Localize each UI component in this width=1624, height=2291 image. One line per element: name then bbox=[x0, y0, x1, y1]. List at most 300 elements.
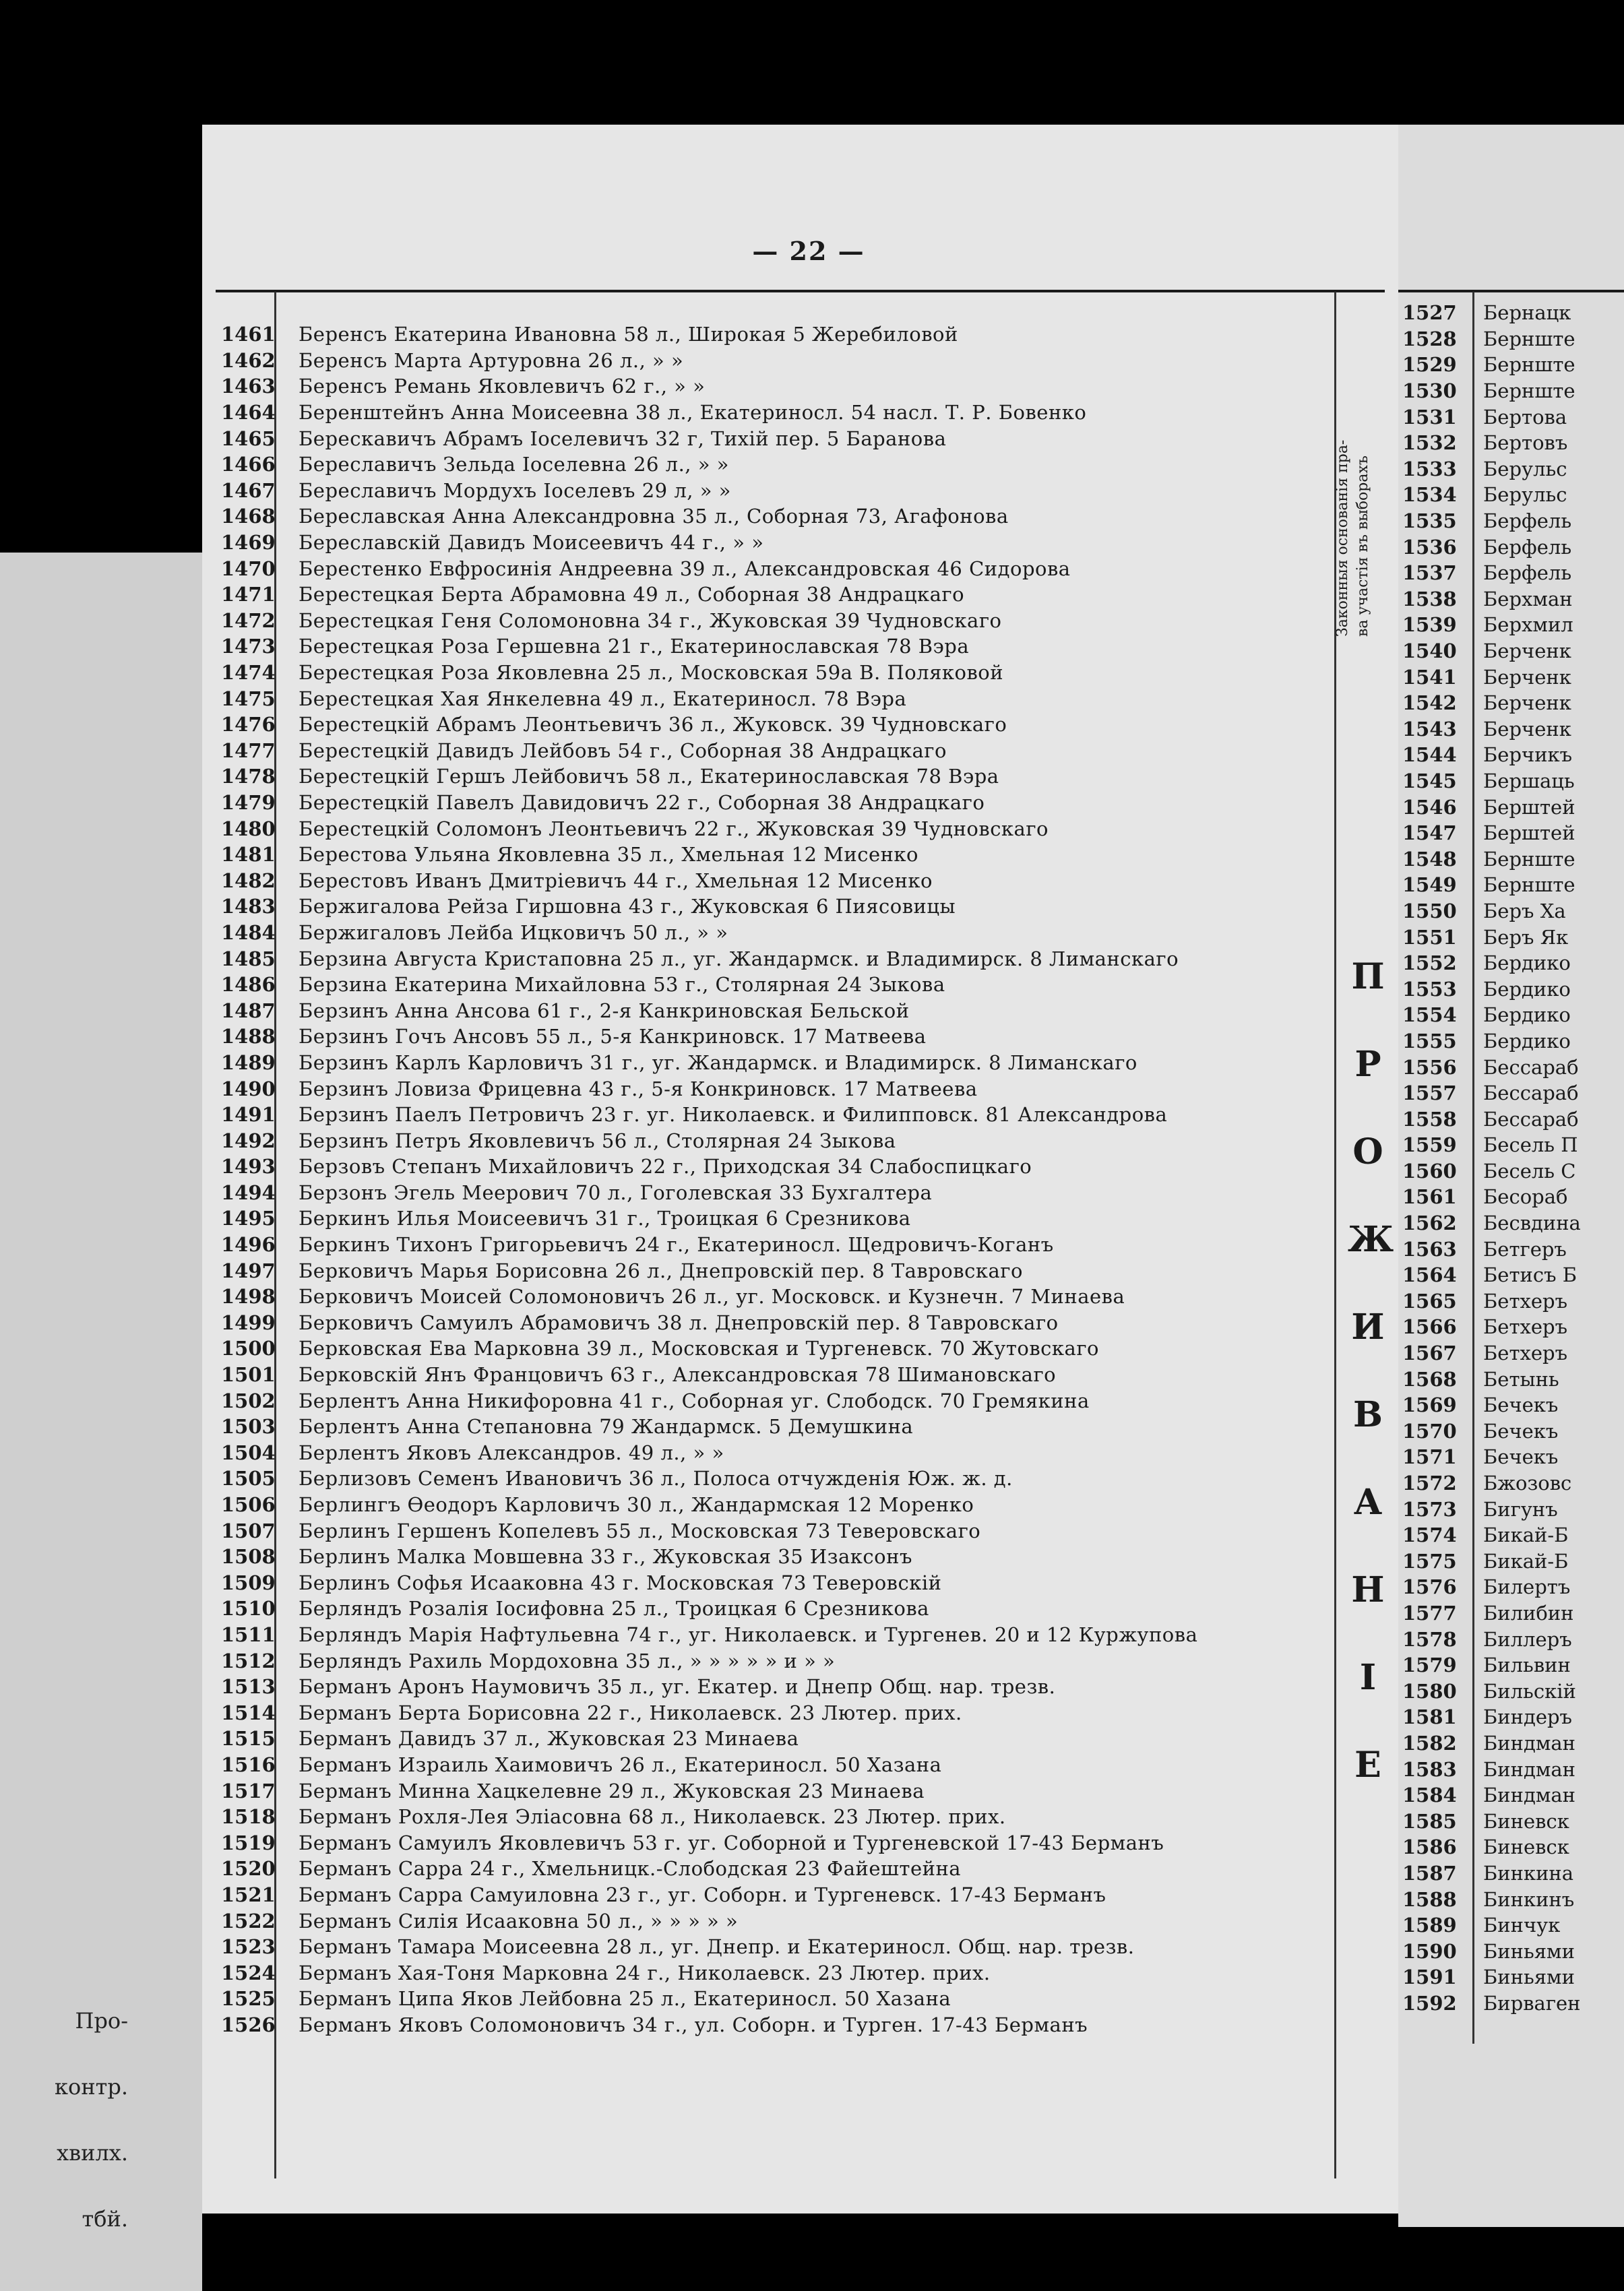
entry-row bbox=[216, 867, 1334, 893]
entry-row bbox=[216, 321, 1334, 348]
next-page-entry-number: 1530 bbox=[1402, 379, 1457, 403]
entry-number: 1499 bbox=[221, 1311, 276, 1334]
entry-row bbox=[216, 530, 1334, 556]
next-page-entry-number: 1568 bbox=[1402, 1367, 1457, 1391]
entry-number: 1498 bbox=[221, 1285, 276, 1309]
entry-number: 1467 bbox=[221, 478, 276, 502]
entry-text: Берестенко Евфросинія Андреевна 39 л., Александровская 46 Сидорова bbox=[299, 557, 1071, 580]
next-page-edge bbox=[1398, 125, 1624, 2227]
next-page-entry-text: Биндеръ bbox=[1483, 1705, 1573, 1729]
next-page-entry-row bbox=[1398, 898, 1624, 924]
section-title-letter: П bbox=[1351, 956, 1385, 997]
entry-number: 1524 bbox=[221, 1961, 276, 1984]
side-note-line: Законныя основанія пра- bbox=[1334, 439, 1351, 637]
entry-number: 1490 bbox=[221, 1077, 276, 1100]
entry-row bbox=[216, 1284, 1334, 1310]
next-page-entry-row bbox=[1398, 1002, 1624, 1028]
next-page-entry-row bbox=[1398, 1652, 1624, 1678]
next-page-entry-number: 1545 bbox=[1402, 769, 1457, 792]
entry-text: Берманъ Рохля-Лея Эліасовна 68 л., Николаевск. 23 Лютер. прих. bbox=[299, 1805, 1006, 1829]
next-page-entry-text: Бигунъ bbox=[1483, 1497, 1558, 1521]
next-page-entry-row bbox=[1398, 586, 1624, 613]
next-page-entry-number: 1555 bbox=[1402, 1029, 1457, 1053]
next-page-entry-list bbox=[1398, 300, 1624, 2016]
next-page-entry-row bbox=[1398, 638, 1624, 664]
next-page-entry-number: 1581 bbox=[1402, 1705, 1457, 1729]
next-page-entry-number: 1564 bbox=[1402, 1263, 1457, 1287]
next-page-entry-text: Берченк bbox=[1483, 639, 1571, 663]
entry-text: Берковичъ Моисей Соломоновичъ 26 л., уг. Московск. и Кузнечн. 7 Минаева bbox=[299, 1285, 1125, 1309]
next-page-entry-number: 1585 bbox=[1402, 1809, 1457, 1833]
next-page-entry-text: Бинкина bbox=[1483, 1861, 1574, 1885]
next-page-entry-text: Бжозовс bbox=[1483, 1472, 1572, 1495]
next-page-entry-text: Бертовъ bbox=[1483, 431, 1568, 455]
next-page-entry-number: 1578 bbox=[1402, 1627, 1457, 1651]
next-page-rule bbox=[1398, 290, 1624, 292]
next-page-entry-number: 1529 bbox=[1402, 353, 1457, 377]
entry-number: 1501 bbox=[221, 1363, 276, 1387]
next-page-entry-text: Бетынь bbox=[1483, 1367, 1559, 1391]
section-title-letter: Ж bbox=[1348, 1219, 1394, 1260]
entry-text: Берлинъ Малка Мовшевна 33 г., Жуковская 35 Изаксонъ bbox=[299, 1545, 912, 1569]
entry-text: Берковичъ Марья Борисовна 26 л., Днепровскій пер. 8 Тавровскаго bbox=[299, 1259, 1023, 1282]
entry-number: 1508 bbox=[221, 1545, 276, 1569]
next-page-entry-row bbox=[1398, 1262, 1624, 1288]
next-page-entry-number: 1573 bbox=[1402, 1497, 1457, 1521]
entry-text: Берзина Августа Кристаповна 25 л., уг. Жандармск. и Владимирск. 8 Лиманскаго bbox=[299, 947, 1179, 970]
next-page-entry-number: 1562 bbox=[1402, 1212, 1457, 1235]
next-page-entry-row bbox=[1398, 1886, 1624, 1912]
entry-row bbox=[216, 1492, 1334, 1518]
next-page-entry-row bbox=[1398, 1496, 1624, 1522]
next-page-entry-row bbox=[1398, 1912, 1624, 1939]
next-page-entry-row bbox=[1398, 1132, 1624, 1158]
entry-number: 1461 bbox=[221, 323, 276, 346]
entry-text: Берманъ Израиль Хаимовичъ 26 л., Екатериносл. 50 Хазана bbox=[299, 1753, 942, 1776]
next-page-entry-row bbox=[1398, 430, 1624, 456]
next-page-entry-row bbox=[1398, 1028, 1624, 1055]
next-page-entry-text: Берхман bbox=[1483, 587, 1573, 610]
next-page-entry-text: Бернште bbox=[1483, 353, 1575, 377]
next-page-entry-row bbox=[1398, 664, 1624, 690]
entry-text: Берзовъ Степанъ Михайловичъ 22 г., Приходская 34 Слабоспицкаго bbox=[299, 1155, 1032, 1179]
entry-row bbox=[216, 400, 1334, 426]
entry-text: Берманъ Аронъ Наумовичъ 35 л., уг. Екатер. и Днепр Общ. нар. трезв. bbox=[299, 1675, 1056, 1699]
entry-text: Берлентъ Анна Никифоровна 41 г., Соборная уг. Слободск. 70 Гремякина bbox=[299, 1389, 1090, 1412]
entry-row bbox=[216, 1726, 1334, 1752]
next-page-entry-text: Бикай-Б bbox=[1483, 1524, 1569, 1547]
entry-row bbox=[216, 1778, 1334, 1804]
next-page-entry-row bbox=[1398, 404, 1624, 430]
next-page-entry-text: Биневск bbox=[1483, 1809, 1569, 1833]
next-page-entry-number: 1535 bbox=[1402, 509, 1457, 533]
next-page-entry-text: Бикай-Б bbox=[1483, 1549, 1569, 1573]
next-page-entry-number: 1580 bbox=[1402, 1679, 1457, 1703]
entry-number: 1462 bbox=[221, 348, 276, 372]
entry-number: 1504 bbox=[221, 1441, 276, 1464]
next-page-entry-text: Бетхеръ bbox=[1483, 1315, 1568, 1339]
next-page-entry-row bbox=[1398, 742, 1624, 768]
next-page-entry-row bbox=[1398, 352, 1624, 378]
entry-number: 1475 bbox=[221, 687, 276, 710]
entry-text: Берманъ Сарра 24 г., Хмельницк.-Слободская 23 Файештейна bbox=[299, 1857, 962, 1881]
next-page-entry-text: Биньями bbox=[1483, 1939, 1575, 1963]
strip-word: Про- bbox=[75, 2008, 128, 2034]
entry-row bbox=[216, 712, 1334, 738]
entry-number: 1484 bbox=[221, 920, 276, 944]
entry-row bbox=[216, 790, 1334, 816]
entry-text: Берманъ Давидъ 37 л., Жуковская 23 Минаева bbox=[299, 1727, 799, 1751]
next-page-entry-row bbox=[1398, 1860, 1624, 1887]
next-page-entry-row bbox=[1398, 560, 1624, 586]
next-page-entry-row bbox=[1398, 612, 1624, 638]
next-page-entry-number: 1538 bbox=[1402, 587, 1457, 610]
next-page-entry-number: 1546 bbox=[1402, 795, 1457, 819]
next-page-entry-number: 1571 bbox=[1402, 1445, 1457, 1469]
entry-number: 1526 bbox=[221, 2013, 276, 2036]
binding-strip bbox=[0, 553, 202, 2291]
next-page-entry-number: 1592 bbox=[1402, 1991, 1457, 2015]
next-page-entry-text: Бернште bbox=[1483, 873, 1575, 897]
next-page-entry-row bbox=[1398, 1782, 1624, 1809]
entry-number: 1513 bbox=[221, 1675, 276, 1699]
next-page-entry-number: 1558 bbox=[1402, 1107, 1457, 1131]
next-page-entry-row bbox=[1398, 690, 1624, 716]
entry-row bbox=[216, 763, 1334, 790]
next-page-entry-number: 1590 bbox=[1402, 1939, 1457, 1963]
entry-row bbox=[216, 997, 1334, 1024]
entry-text: Берестецкій Соломонъ Леонтьевичъ 22 г., Жуковская 39 Чудновскаго bbox=[299, 817, 1049, 840]
entry-number: 1476 bbox=[221, 713, 276, 736]
entry-number: 1506 bbox=[221, 1493, 276, 1517]
next-page-entry-number: 1559 bbox=[1402, 1133, 1457, 1157]
next-page-entry-row bbox=[1398, 300, 1624, 326]
next-page-entry-text: Бечекъ bbox=[1483, 1393, 1559, 1417]
next-page-entry-text: Бинкинъ bbox=[1483, 1887, 1575, 1911]
next-page-entry-row bbox=[1398, 1314, 1624, 1340]
entry-row bbox=[216, 1570, 1334, 1596]
next-page-entry-row bbox=[1398, 1392, 1624, 1418]
entry-row bbox=[216, 1986, 1334, 2012]
next-page-entry-row bbox=[1398, 1054, 1624, 1080]
section-title-letter: И bbox=[1351, 1307, 1385, 1348]
next-page-entry-number: 1575 bbox=[1402, 1549, 1457, 1573]
entry-row bbox=[216, 1362, 1334, 1388]
next-page-entry-number: 1539 bbox=[1402, 613, 1457, 637]
next-page-entry-row bbox=[1398, 1626, 1624, 1652]
entry-text: Берестецкая Геня Соломоновна 34 г., Жуковская 39 Чудновскаго bbox=[299, 608, 1002, 632]
entry-number: 1493 bbox=[221, 1155, 276, 1179]
entry-number: 1515 bbox=[221, 1727, 276, 1751]
entry-number: 1512 bbox=[221, 1649, 276, 1672]
next-page-entry-number: 1570 bbox=[1402, 1419, 1457, 1443]
entry-row bbox=[216, 1310, 1334, 1336]
next-page-entry-number: 1591 bbox=[1402, 1966, 1457, 1989]
section-title-letter: В bbox=[1353, 1394, 1383, 1435]
next-page-entry-number: 1551 bbox=[1402, 925, 1457, 949]
entry-row bbox=[216, 1699, 1334, 1726]
next-page-entry-row bbox=[1398, 924, 1624, 950]
entry-text: Беренсъ Ремань Яковлевичъ 62 г., » » bbox=[299, 375, 706, 398]
entry-number: 1466 bbox=[221, 453, 276, 476]
entry-text: Берманъ Самуилъ Яковлевичъ 53 г. уг. Соборной и Тургеневской 17-43 Берманъ bbox=[299, 1831, 1164, 1854]
next-page-entry-row bbox=[1398, 1730, 1624, 1757]
entry-row bbox=[216, 1804, 1334, 1830]
next-page-entry-number: 1536 bbox=[1402, 535, 1457, 559]
entry-text: Берляндъ Розалія Іосифовна 25 л., Троицкая 6 Срезникова bbox=[299, 1597, 929, 1621]
next-page-entry-number: 1586 bbox=[1402, 1835, 1457, 1859]
next-page-entry-text: Бернште bbox=[1483, 379, 1575, 403]
entry-number: 1503 bbox=[221, 1415, 276, 1439]
entry-number: 1516 bbox=[221, 1753, 276, 1776]
next-page-entry-number: 1527 bbox=[1402, 301, 1457, 325]
next-page-entry-text: Бердико bbox=[1483, 951, 1571, 975]
next-page-entry-number: 1552 bbox=[1402, 951, 1457, 975]
entry-text: Берестецкій Гершъ Лейбовичъ 58 л., Екатеринославская 78 Вэра bbox=[299, 765, 999, 788]
next-page-entry-row bbox=[1398, 1574, 1624, 1600]
next-page-entry-text: Беръ Як bbox=[1483, 925, 1569, 949]
next-page-entry-row bbox=[1398, 1236, 1624, 1262]
entry-number: 1473 bbox=[221, 635, 276, 658]
next-page-entry-number: 1549 bbox=[1402, 873, 1457, 897]
entry-text: Берманъ Сарра Самуиловна 23 г., уг. Соборн. и Тургеневск. 17-43 Берманъ bbox=[299, 1883, 1106, 1906]
next-page-entry-text: Бетисъ Б bbox=[1483, 1263, 1578, 1287]
entry-row bbox=[216, 348, 1334, 374]
entry-row bbox=[216, 1075, 1334, 1102]
entry-text: Бержигаловъ Лейба Ицковичъ 50 л., » » bbox=[299, 920, 728, 944]
entry-number: 1468 bbox=[221, 505, 276, 528]
entry-number: 1491 bbox=[221, 1103, 276, 1127]
entry-number: 1511 bbox=[221, 1623, 276, 1646]
entry-row bbox=[216, 1440, 1334, 1466]
entry-text: Берзинъ Карлъ Карловичъ 31 г., уг. Жандармск. и Владимирск. 8 Лиманскаго bbox=[299, 1050, 1137, 1074]
next-page-entry-number: 1582 bbox=[1402, 1731, 1457, 1755]
section-title-letter: І bbox=[1359, 1657, 1377, 1698]
entry-text: Берманъ Силія Исааковна 50 л., » » » » » bbox=[299, 1909, 739, 1933]
next-page-entry-number: 1587 bbox=[1402, 1861, 1457, 1885]
next-page-entry-row bbox=[1398, 1756, 1624, 1782]
next-page-entry-number: 1557 bbox=[1402, 1081, 1457, 1105]
entry-text: Берманъ Хая-Тоня Марковна 24 г., Николаевск. 23 Лютер. прих. bbox=[299, 1961, 991, 1984]
next-page-entry-number: 1556 bbox=[1402, 1055, 1457, 1079]
next-page-entry-row bbox=[1398, 1444, 1624, 1470]
entry-row bbox=[216, 2012, 1334, 2038]
entry-number: 1481 bbox=[221, 843, 276, 867]
entry-row bbox=[216, 503, 1334, 530]
next-page-entry-number: 1560 bbox=[1402, 1159, 1457, 1183]
next-page-entry-row bbox=[1398, 1704, 1624, 1730]
entry-text: Берманъ Ципа Яков Лейбовна 25 л., Екатериносл. 50 Хазана bbox=[299, 1987, 951, 2011]
entry-row bbox=[216, 972, 1334, 998]
entry-row bbox=[216, 451, 1334, 478]
section-title-letter: Е bbox=[1354, 1745, 1381, 1786]
next-page-entry-row bbox=[1398, 794, 1624, 820]
entry-number: 1514 bbox=[221, 1701, 276, 1724]
next-page-entry-number: 1533 bbox=[1402, 457, 1457, 480]
entry-text: Берзинъ Анна Ансова 61 г., 2-я Канкриновская Бельской bbox=[299, 999, 910, 1022]
next-page-entry-text: Берхмил bbox=[1483, 613, 1573, 637]
next-page-entry-number: 1544 bbox=[1402, 743, 1457, 767]
entry-number: 1518 bbox=[221, 1805, 276, 1829]
entry-number: 1464 bbox=[221, 401, 276, 425]
next-page-entry-text: Бернште bbox=[1483, 847, 1575, 871]
next-page-entry-text: Бердико bbox=[1483, 977, 1571, 1001]
next-page-entry-number: 1528 bbox=[1402, 327, 1457, 350]
binding-strip-text bbox=[47, 2008, 128, 2272]
entry-text: Берестецкая Хая Янкелевна 49 л., Екатериносл. 78 Вэра bbox=[299, 687, 907, 710]
next-page-entry-number: 1540 bbox=[1402, 639, 1457, 663]
next-page-entry-text: Берченк bbox=[1483, 665, 1571, 689]
entry-row bbox=[216, 555, 1334, 582]
next-page-entry-number: 1537 bbox=[1402, 561, 1457, 585]
next-page-entry-row bbox=[1398, 326, 1624, 352]
next-page-entry-text: Бильскій bbox=[1483, 1679, 1576, 1703]
next-page-entry-text: Бильвин bbox=[1483, 1654, 1571, 1677]
entry-text: Берковская Ева Марковна 39 л., Московская и Тургеневск. 70 Жутовскаго bbox=[299, 1337, 1099, 1360]
next-page-entry-row bbox=[1398, 482, 1624, 508]
entry-number: 1471 bbox=[221, 583, 276, 606]
next-page-entry-number: 1569 bbox=[1402, 1393, 1457, 1417]
next-page-entry-text: Берченк bbox=[1483, 717, 1571, 741]
entry-row bbox=[216, 1180, 1334, 1206]
entry-row bbox=[216, 1752, 1334, 1778]
entry-number: 1465 bbox=[221, 427, 276, 450]
entry-text: Беренштейнъ Анна Моисеевна 38 л., Екатериносл. 54 насл. Т. Р. Бовенко bbox=[299, 401, 1087, 425]
next-page-entry-row bbox=[1398, 950, 1624, 976]
next-page-entry-text: Бетгеръ bbox=[1483, 1237, 1567, 1261]
entry-row bbox=[216, 1882, 1334, 1908]
entry-text: Берманъ Берта Борисовна 22 г., Николаевск. 23 Лютер. прих. bbox=[299, 1701, 962, 1724]
next-page-entry-text: Бердико bbox=[1483, 1003, 1571, 1027]
entry-number: 1497 bbox=[221, 1259, 276, 1282]
side-note bbox=[1321, 408, 1402, 637]
next-page-entry-number: 1589 bbox=[1402, 1914, 1457, 1937]
next-page-entry-text: Берштей bbox=[1483, 821, 1575, 845]
entry-text: Беркинъ Тихонъ Григорьевичъ 24 г., Екатериносл. Щедровичъ-Коганъ bbox=[299, 1233, 1054, 1257]
entry-number: 1507 bbox=[221, 1519, 276, 1542]
next-page-entry-text: Биллеръ bbox=[1483, 1627, 1572, 1651]
entry-text: Берлентъ Яковъ Александров. 49 л., » » bbox=[299, 1441, 724, 1464]
entry-text: Берзинъ Ловиза Фрицевна 43 г., 5-я Конкриновск. 17 Матвеева bbox=[299, 1077, 978, 1100]
entry-number: 1477 bbox=[221, 739, 276, 762]
entry-number: 1480 bbox=[221, 817, 276, 840]
next-page-entry-row bbox=[1398, 1808, 1624, 1834]
entry-row bbox=[216, 425, 1334, 451]
entry-number: 1474 bbox=[221, 661, 276, 685]
next-page-entry-number: 1588 bbox=[1402, 1887, 1457, 1911]
next-page-entry-number: 1553 bbox=[1402, 977, 1457, 1001]
page-number: — 22 — bbox=[752, 236, 865, 266]
entry-row bbox=[216, 842, 1334, 868]
entry-text: Берзинъ Паелъ Петровичъ 23 г. уг. Николаевск. и Филипповск. 81 Александрова bbox=[299, 1103, 1168, 1127]
entry-row bbox=[216, 1596, 1334, 1622]
next-page-entry-row bbox=[1398, 1470, 1624, 1497]
next-page-entry-text: Бершаць bbox=[1483, 769, 1575, 792]
next-page-entry-text: Биндман bbox=[1483, 1731, 1575, 1755]
next-page-entry-number: 1566 bbox=[1402, 1315, 1457, 1339]
entry-number: 1520 bbox=[221, 1857, 276, 1881]
entry-row bbox=[216, 582, 1334, 608]
entry-text: Берманъ Яковъ Соломоновичъ 34 г., ул. Соборн. и Турген. 17-43 Берманъ bbox=[299, 2013, 1088, 2036]
entry-row bbox=[216, 373, 1334, 400]
entry-text: Беренсъ Екатерина Ивановна 58 л., Широкая 5 Жеребиловой bbox=[299, 323, 958, 346]
entry-text: Берестовъ Иванъ Дмитріевичъ 44 г., Хмельная 12 Мисенко bbox=[299, 869, 933, 892]
entry-number: 1478 bbox=[221, 765, 276, 788]
next-page-entry-row bbox=[1398, 1678, 1624, 1704]
next-page-entry-number: 1561 bbox=[1402, 1185, 1457, 1209]
next-page-entry-row bbox=[1398, 1548, 1624, 1575]
next-page-entry-text: Берченк bbox=[1483, 691, 1571, 715]
next-page-entry-text: Бертова bbox=[1483, 405, 1567, 429]
next-page-entry-text: Бечекъ bbox=[1483, 1445, 1559, 1469]
entry-text: Берляндъ Рахиль Мордоховна 35 л., » » » » » и » » bbox=[299, 1649, 836, 1672]
next-page-entry-text: Бесель С bbox=[1483, 1159, 1576, 1183]
next-page-entry-number: 1554 bbox=[1402, 1003, 1457, 1027]
entry-row bbox=[216, 1647, 1334, 1674]
next-page-entry-text: Биндман bbox=[1483, 1784, 1575, 1807]
entry-text: Берестецкая Роза Яковлевна 25 л., Московская 59а В. Поляковой bbox=[299, 661, 1004, 685]
entry-text: Берестецкій Павелъ Давидовичъ 22 г., Соборная 38 Андрацкаго bbox=[299, 790, 985, 814]
entry-text: Береславскій Давидъ Моисеевичъ 44 г., » » bbox=[299, 531, 764, 555]
entry-number: 1495 bbox=[221, 1207, 276, 1230]
next-page-entry-row bbox=[1398, 1964, 1624, 1990]
entry-row bbox=[216, 1414, 1334, 1440]
section-title-letter: Р bbox=[1354, 1044, 1381, 1085]
entry-row bbox=[216, 1154, 1334, 1180]
section-title-letter: О bbox=[1352, 1131, 1383, 1172]
entry-row bbox=[216, 1622, 1334, 1648]
next-page-entry-row bbox=[1398, 1834, 1624, 1860]
entry-text: Берлинъ Софья Исааковна 43 г. Московская 73 Теверовскій bbox=[299, 1571, 942, 1594]
next-page-entry-text: Берчикъ bbox=[1483, 743, 1573, 767]
next-page-entry-text: Бессараб bbox=[1483, 1107, 1579, 1131]
entry-text: Берестецкій Абрамъ Леонтьевичъ 36 л., Жуковск. 39 Чудновскаго bbox=[299, 713, 1007, 736]
entry-number: 1486 bbox=[221, 973, 276, 997]
next-page-entry-text: Беръ Ха bbox=[1483, 899, 1566, 922]
entry-number: 1470 bbox=[221, 557, 276, 580]
next-page-entry-text: Бессараб bbox=[1483, 1081, 1579, 1105]
entry-text: Берзина Екатерина Михайловна 53 г., Столярная 24 Зыкова bbox=[299, 973, 945, 997]
entry-number: 1519 bbox=[221, 1831, 276, 1854]
entry-number: 1483 bbox=[221, 895, 276, 918]
entry-row bbox=[216, 1102, 1334, 1128]
next-page-entry-row bbox=[1398, 1080, 1624, 1106]
entry-text: Беренсъ Марта Артуровна 26 л., » » bbox=[299, 348, 684, 372]
entry-number: 1472 bbox=[221, 608, 276, 632]
next-page-entry-text: Бесораб bbox=[1483, 1185, 1568, 1209]
entry-number: 1492 bbox=[221, 1129, 276, 1152]
next-page-entry-text: Биньями bbox=[1483, 1966, 1575, 1989]
entry-number: 1463 bbox=[221, 375, 276, 398]
entry-number: 1494 bbox=[221, 1181, 276, 1204]
next-page-entry-text: Берфель bbox=[1483, 535, 1572, 559]
next-page-entry-number: 1531 bbox=[1402, 405, 1457, 429]
entry-text: Берляндъ Марія Нафтульевна 74 г., уг. Николаевск. и Тургенев. 20 и 12 Куржупова bbox=[299, 1623, 1198, 1646]
next-page-entry-row bbox=[1398, 1340, 1624, 1367]
next-page-entry-row bbox=[1398, 976, 1624, 1002]
entry-row bbox=[216, 633, 1334, 660]
next-page-entry-row bbox=[1398, 820, 1624, 846]
next-page-entry-text: Билибин bbox=[1483, 1601, 1574, 1625]
next-page-entry-text: Берульс bbox=[1483, 483, 1567, 507]
entry-row bbox=[216, 1024, 1334, 1050]
entry-number: 1502 bbox=[221, 1389, 276, 1412]
entry-number: 1496 bbox=[221, 1233, 276, 1257]
next-page-entry-row bbox=[1398, 378, 1624, 404]
entry-row bbox=[216, 608, 1334, 634]
next-page-entry-row bbox=[1398, 1288, 1624, 1315]
entry-text: Берескавичъ Абрамъ Іоселевичъ 32 г, Тихій пер. 5 Баранова bbox=[299, 427, 947, 450]
